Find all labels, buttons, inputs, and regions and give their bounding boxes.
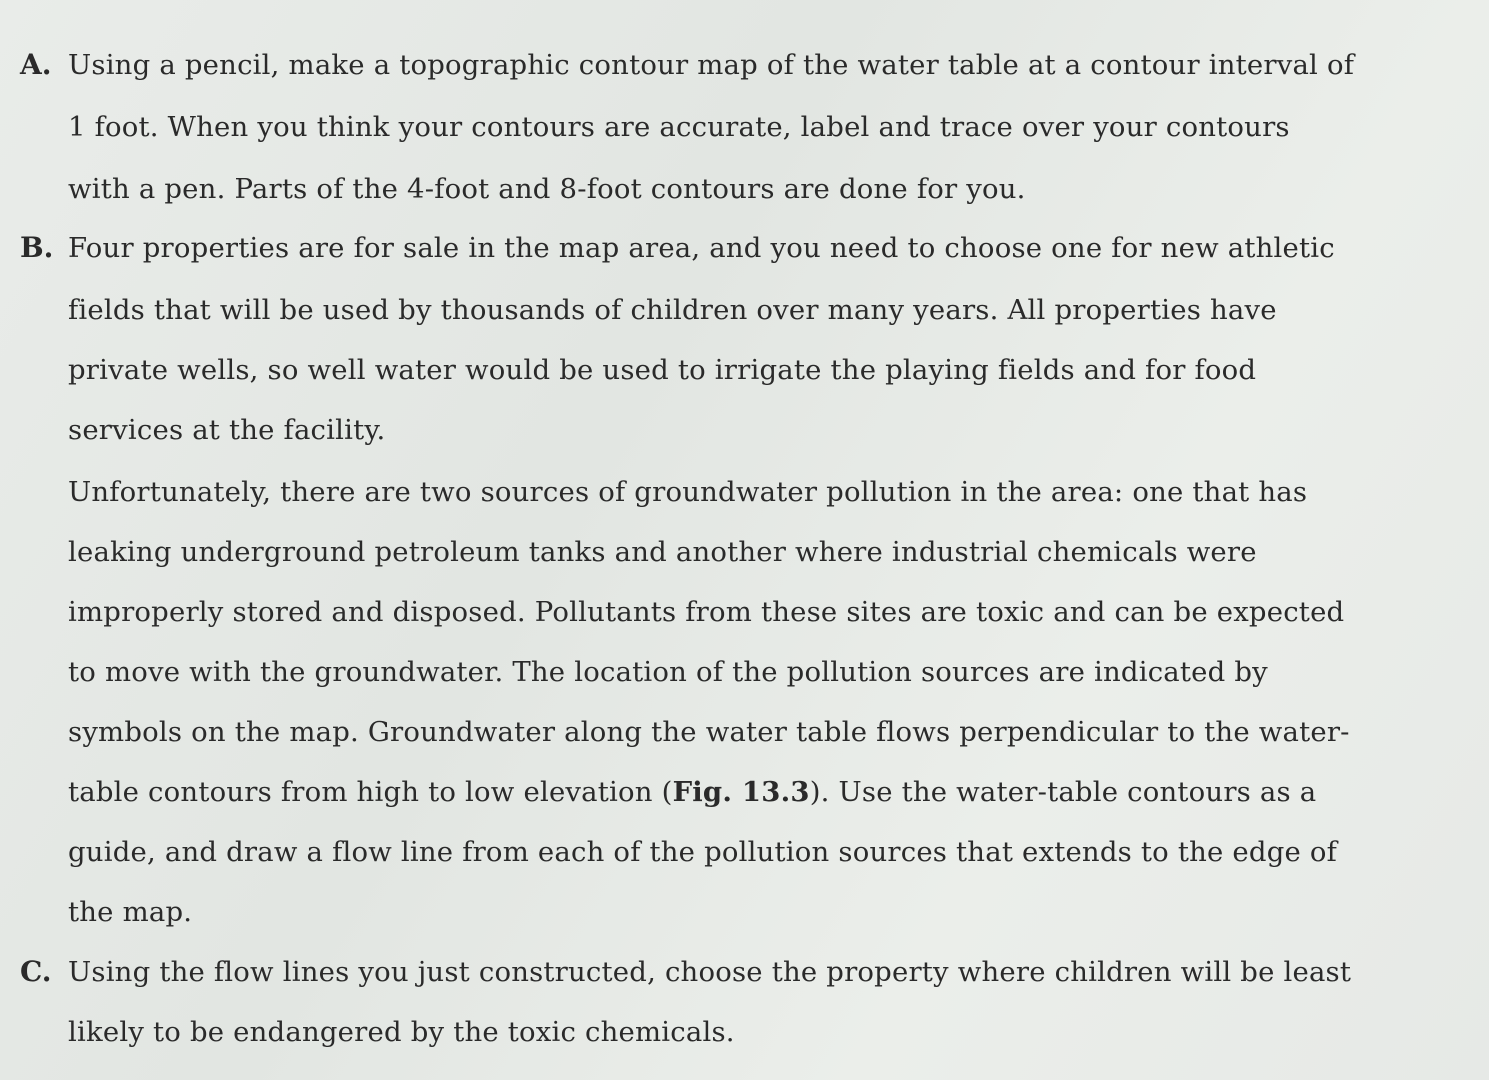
item-a-line-3: with a pen. Parts of the 4-foot and 8-foot contours are done for you. xyxy=(68,173,1026,205)
item-b-line-4: services at the facility. xyxy=(68,414,386,446)
item-b-line-11: guide, and draw a flow line from each of the pollution sources that extends to the edge of xyxy=(68,836,1338,868)
item-c-marker: C. xyxy=(20,955,52,988)
item-b-line-3: private wells, so well water would be used to irrigate the playing fields and for food xyxy=(68,354,1257,386)
figure-reference: Fig. 13.3 xyxy=(672,776,810,808)
item-b-line-10-before: table contours from high to low elevation ( xyxy=(68,776,673,808)
item-b-line-5: Unfortunately, there are two sources of groundwater pollution in the area: one that has xyxy=(68,476,1308,508)
item-b-line-10 xyxy=(68,762,1316,822)
item-b-line-8: to move with the groundwater. The location of the pollution sources are indicated by xyxy=(68,656,1268,688)
item-b-line-2: fields that will be used by thousands of children over many years. All properties have xyxy=(68,294,1277,326)
item-a-line-1: Using a pencil, make a topographic contour map of the water table at a contour interval of xyxy=(68,49,1355,81)
item-a-line-2: 1 foot. When you think your contours are accurate, label and trace over your contours xyxy=(68,111,1290,143)
item-b-line-9: symbols on the map. Groundwater along the water table flows perpendicular to the water- xyxy=(68,716,1350,748)
item-b-marker: B. xyxy=(20,231,54,264)
item-c-line-1: Using the flow lines you just constructed, choose the property where children will be least xyxy=(68,956,1352,988)
item-b-line-12: the map. xyxy=(68,896,193,928)
item-b-line-6: leaking underground petroleum tanks and another where industrial chemicals were xyxy=(68,536,1257,568)
item-b-line-7: improperly stored and disposed. Pollutants from these sites are toxic and can be expected xyxy=(68,596,1345,628)
item-c-line-2: likely to be endangered by the toxic chemicals. xyxy=(68,1016,735,1048)
item-a-marker: A. xyxy=(20,48,52,81)
item-b-line-1: Four properties are for sale in the map area, and you need to choose one for new athletic xyxy=(68,232,1335,264)
item-b-line-10-after: ). Use the water-table contours as a xyxy=(809,776,1317,808)
